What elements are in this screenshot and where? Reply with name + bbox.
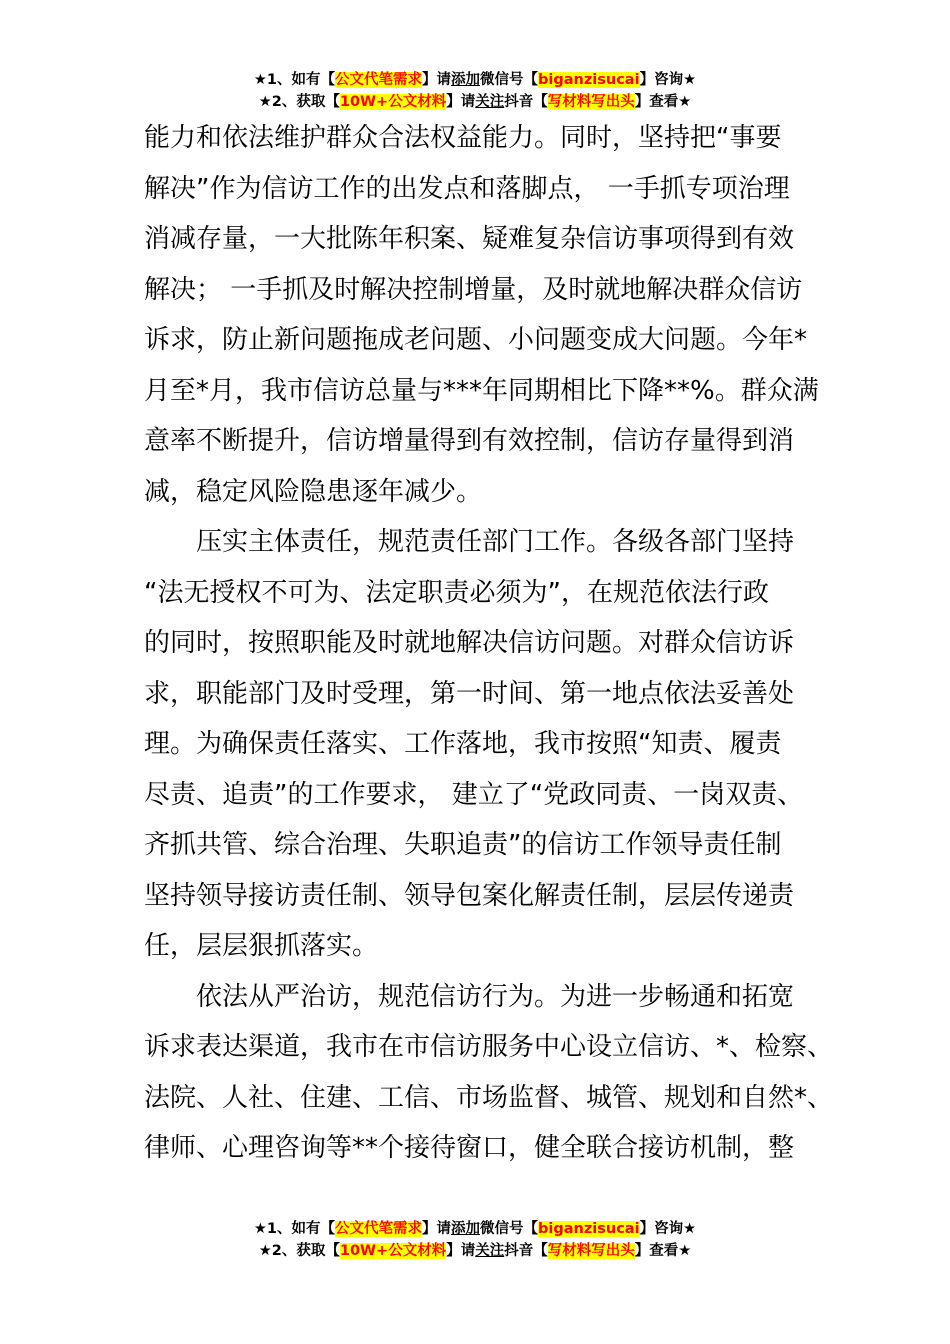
banner-text: ★1、如有【 (253, 72, 336, 88)
banner-text: 】请 (422, 1221, 452, 1237)
banner-highlight: 公文代笔需求 (335, 72, 423, 88)
banner-underline-text: 关注 (475, 94, 505, 110)
body-line: 消减存量，一大批陈年积案、疑难复杂信访事项得到有效 (144, 224, 795, 254)
body-line: 月至*月，我市信访总量与***年同期相比下降**%。群众满 (144, 375, 819, 406)
banner-text: 微信号【 (480, 1221, 539, 1237)
banner-highlight: 公文代笔需求 (335, 1221, 423, 1237)
banner-line-2 (0, 91, 950, 113)
banner-line-2 (0, 1240, 950, 1262)
banner-text: 抖音【 (504, 1243, 548, 1259)
banner-text: ★2、获取【 (258, 94, 340, 110)
body-line: 的同时，按照职能及时就地解决信访问题。对群众信访诉 (144, 628, 795, 658)
body-line: 坚持领导接访责任制、领导包案化解责任制，层层传递责 (144, 880, 795, 911)
body-line: 解决； 一手抓及时解决控制增量，及时就地解决群众信访 (144, 274, 803, 305)
banner-highlight: biganzisucai (538, 1221, 640, 1237)
body-line: 意率不断提升，信访增量得到有效控制，信访存量得到消 (144, 426, 795, 456)
body-line: 能力和依法维护群众合法权益能力。同时，坚持把“事要 (144, 123, 782, 153)
banner-highlight: 写材料写出头 (547, 1243, 635, 1259)
footer-banner (0, 1218, 950, 1262)
body-line: 法院、人社、住建、工信、市场监督、城管、规划和自然*、 (144, 1082, 834, 1113)
banner-highlight: biganzisucai (538, 72, 640, 88)
body-line: 律师、心理咨询等**个接待窗口，健全联合接访机制，整 (144, 1133, 795, 1163)
body-line: 诉求表达渠道，我市在市信访服务中心设立信访、*、检察、 (144, 1032, 834, 1062)
header-banner (0, 69, 950, 113)
banner-text: 】请 (422, 72, 452, 88)
body-line: 齐抓共管、综合治理、失职追责”的信访工作领导责任制 (144, 830, 782, 860)
banner-text: 】请 (446, 94, 476, 110)
paragraph-heading-line: 压实主体责任，规范责任部门工作。各级各部门坚持 (196, 527, 795, 557)
body-line: 尽责、追责”的工作要求， 建立了“党政同责、一岗双责、 (144, 779, 804, 810)
banner-line-1 (0, 1218, 950, 1240)
body-line: 求，职能部门及时受理，第一时间、第一地点依法妥善处 (144, 678, 795, 709)
body-line: 理。为确保责任落实、工作落地，我市按照“知责、履责 (144, 729, 782, 759)
body-line: 任，层层狠抓落实。 (144, 931, 379, 961)
body-line: 减，稳定风险隐患逐年减少。 (144, 476, 483, 507)
banner-text: 】咨询★ (639, 1221, 697, 1237)
banner-line-1 (0, 69, 950, 91)
banner-text: 】请 (446, 1243, 476, 1259)
banner-text: 】咨询★ (639, 72, 697, 88)
banner-text: 】查看★ (634, 94, 692, 110)
banner-text: 】查看★ (634, 1243, 692, 1259)
banner-underline-text: 添加 (451, 1221, 481, 1237)
banner-highlight: 写材料写出头 (547, 94, 635, 110)
document-body (144, 113, 834, 1174)
body-line: “法无授权不可为、法定职责必须为”，在规范依法行政 (144, 577, 769, 608)
banner-text: ★2、获取【 (258, 1243, 340, 1259)
body-line: 解决”作为信访工作的出发点和落脚点， 一手抓专项治理 (144, 173, 790, 204)
body-line: 诉求，防止新问题拖成老问题、小问题变成大问题。今年* (144, 325, 808, 355)
banner-text: 微信号【 (480, 72, 539, 88)
banner-underline-text: 添加 (451, 72, 481, 88)
paragraph-heading-line: 依法从严治访，规范信访行为。为进一步畅通和拓宽 (196, 981, 795, 1012)
banner-underline-text: 关注 (475, 1243, 505, 1259)
banner-highlight: 10W+公文材料 (339, 94, 447, 110)
banner-text: 抖音【 (504, 94, 548, 110)
banner-highlight: 10W+公文材料 (339, 1243, 447, 1259)
banner-text: ★1、如有【 (253, 1221, 336, 1237)
